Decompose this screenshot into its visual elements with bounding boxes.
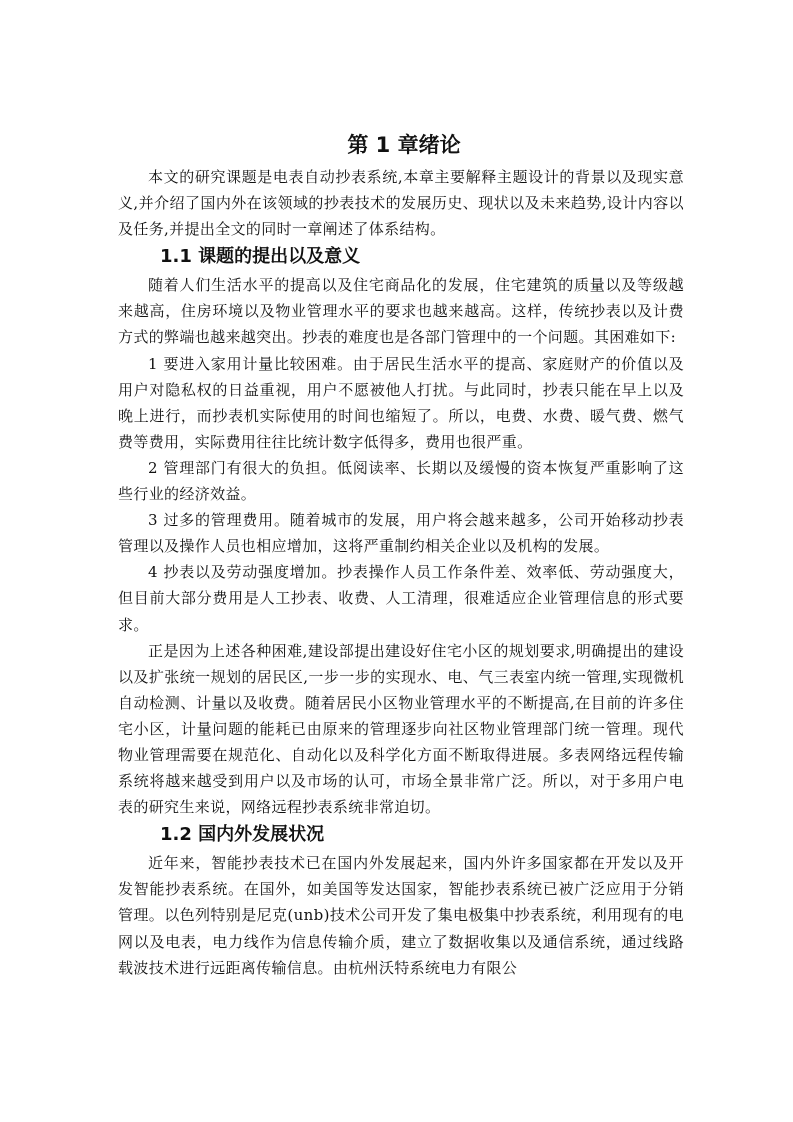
document-body xyxy=(118,130,684,981)
chapter-intro-paragraph: 本文的研究课题是电表自动抄表系统,本章主要解释主题设计的背景以及现实意义,并介绍了国内外在该领域的抄表技术的发展历史、现状以及未来趋势,设计内容以及任务,并提出全文的同时一章阐述了体系结构。 xyxy=(118,168,684,239)
section-1-1-paragraph: 1 要进入家用计量比较困难。由于居民生活水平的提高、家庭财产的价值以及用户对隐私权的日益重视，用户不愿被他人打扰。与此同时，抄表只能在早上以及晚上进行，而抄表机实际使用的时间也缩短了。所以，电费、水费、暖气费、燃气费等费用，实际费用往往比统计数字低得多，费用也很严重。 xyxy=(118,354,684,451)
section-1-1-paragraph: 随着人们生活水平的提高以及住宅商品化的发展，住宅建筑的质量以及等级越来越高，住房环境以及物业管理水平的要求也越来越高。这样，传统抄表以及计费方式的弊端也越来越突出。抄表的难度也是各部门管理中的一个问题。其困难如下: xyxy=(118,276,684,347)
section-1-1-title: 1.1 课题的提出以及意义 xyxy=(160,246,361,268)
section-1-1-paragraph: 3 过多的管理费用。随着城市的发展，用户将会越来越多，公司开始移动抄表管理以及操作人员也相应增加，这将严重制约相关企业以及机构的发展。 xyxy=(118,511,684,556)
section-1-1-paragraph: 正是因为上述各种困难,建设部提出建设好住宅小区的规划要求,明确提出的建设以及扩张统一规划的居民区,一步一步的实现水、电、气三表室内统一管理,实现微机自动检测、计量以及收费。随着居民小区物业管理水平的不断提高,在目前的许多住宅小区，计量问题的能耗已由原来的管理逐步向社区物业管理部门统一管理。现代物业管理需要在规范化、自动化以及科学化方面不断取得进展。多表网络远程传输系统将越来越受到用户以及市场的认可，市场全景非常广泛。所以，对于多用户电表的研究生来说，网络远程抄表系统非常迫切。 xyxy=(118,641,684,817)
section-1-1-paragraph: 4 抄表以及劳动强度增加。抄表操作人员工作条件差、效率低、劳动强度大，但目前大部分费用是人工抄表、收费、人工清理，很难适应企业管理信息的形式要求。 xyxy=(118,563,684,634)
chapter-title: 第 1 章绪论 xyxy=(347,133,461,157)
section-1-2-paragraph: 近年来，智能抄表技术已在国内外发展起来，国内外许多国家都在开发以及开发智能抄表系统。在国外，如美国等发达国家，智能抄表系统已被广泛应用于分销管理。以色列特别是尼克(unb)技术公司开发了集电极集中抄表系统，利用现有的电网以及电表，电力线作为信息传输介质，建立了数据收集以及通信系统，通过线路载波技术进行远距离传输信息。由杭州沃特系统电力有限公 xyxy=(118,854,684,977)
section-1-2-title: 1.2 国内外发展状况 xyxy=(160,824,325,846)
section-1-1-paragraph: 2 管理部门有很大的负担。低阅读率、长期以及缓慢的资本恢复严重影响了这些行业的经济效益。 xyxy=(118,458,684,504)
